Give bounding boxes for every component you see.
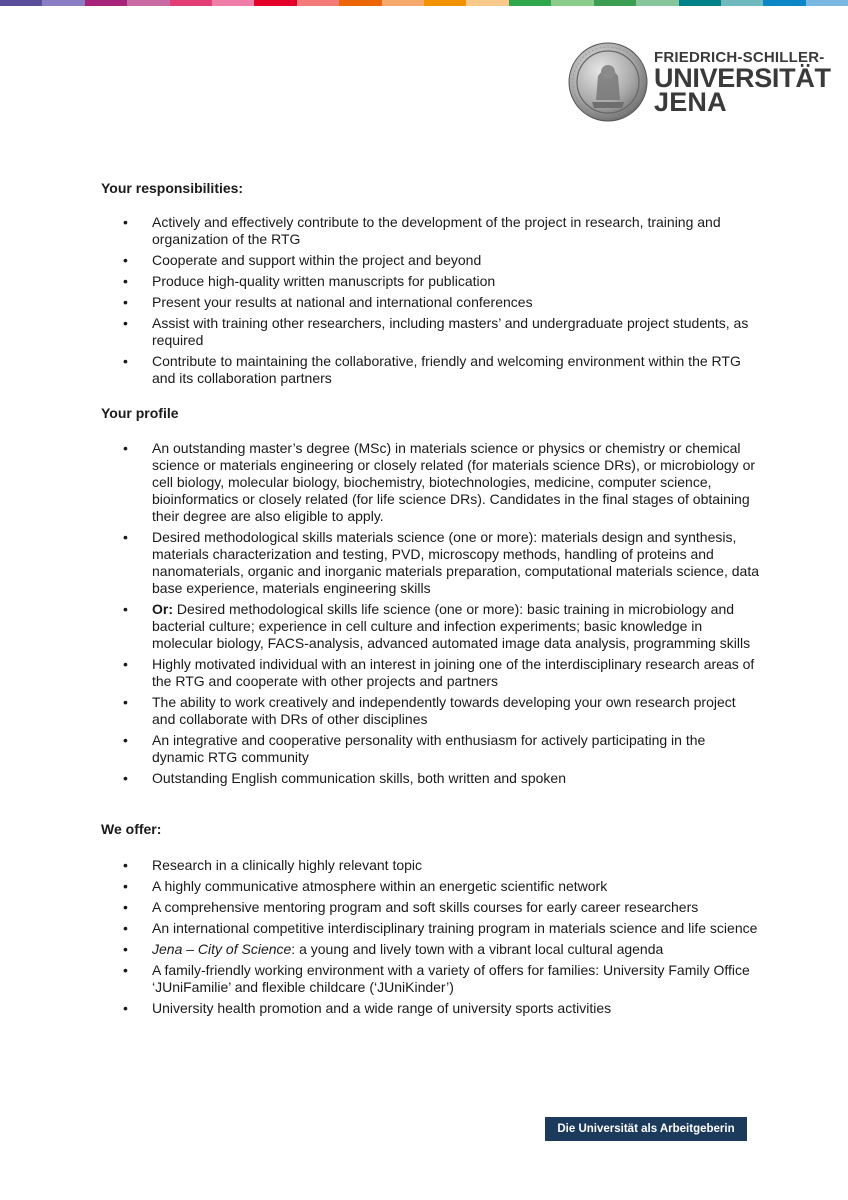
offer-heading: We offer: — [101, 821, 162, 837]
list-item — [101, 214, 761, 248]
bullet-icon: • — [123, 656, 128, 672]
wordmark-line-2: UNIVERSITÄT — [654, 63, 831, 93]
list-item — [101, 770, 761, 787]
color-stripe — [0, 0, 42, 6]
list-item-text: Highly motivated individual with an interest in joining one of the interdisciplinary research areas of the RTG and cooperate with other projects and partners — [152, 656, 755, 689]
list-item-text: Assist with training other researchers, including masters’ and undergraduate project students, as required — [152, 315, 749, 348]
list-item — [101, 294, 761, 311]
color-stripe — [42, 0, 84, 6]
list-item-text: A highly communicative atmosphere within an energetic scientific network — [152, 878, 608, 894]
list-item — [101, 440, 761, 525]
list-item — [101, 694, 761, 728]
bullet-icon: • — [123, 694, 128, 710]
color-stripe — [424, 0, 466, 6]
list-item — [101, 920, 761, 937]
profile-section — [101, 405, 761, 787]
color-stripe — [170, 0, 212, 6]
list-item-text: Outstanding English communication skills, both written and spoken — [152, 770, 566, 786]
list-item-text: The ability to work creatively and independently towards developing your own research project and collaborate with DRs of other disciplines — [152, 694, 736, 727]
university-seal-icon — [568, 42, 648, 122]
bullet-icon: • — [123, 273, 128, 289]
bullet-icon: • — [123, 770, 128, 786]
bullet-icon: • — [123, 857, 128, 873]
list-item-text: Produce high-quality written manuscripts for publication — [152, 273, 496, 289]
offer-section — [101, 821, 761, 1017]
color-stripe — [297, 0, 339, 6]
bullet-icon: • — [123, 315, 128, 331]
bullet-icon: • — [123, 440, 128, 456]
list-item — [101, 315, 761, 349]
list-item — [101, 732, 761, 766]
list-item-text: University health promotion and a wide range of university sports activities — [152, 1000, 612, 1016]
profile-list — [101, 440, 761, 787]
list-item — [101, 941, 761, 958]
list-item-text: An international competitive interdisciplinary training program in materials science and life science — [152, 920, 758, 936]
list-item — [101, 878, 761, 895]
color-stripe — [212, 0, 254, 6]
list-item-text: Present your results at national and international conferences — [152, 294, 533, 310]
bullet-icon: • — [123, 920, 128, 936]
top-color-bar — [0, 0, 848, 6]
responsibilities-list — [101, 214, 761, 387]
list-item — [101, 273, 761, 290]
list-item — [101, 857, 761, 874]
list-item-text: An integrative and cooperative personality with enthusiasm for actively participating in the dynamic RTG community — [152, 732, 706, 765]
or-prefix: Or: — [152, 601, 173, 617]
color-stripe — [509, 0, 551, 6]
wordmark-line-3: JENA — [654, 87, 727, 117]
bullet-icon: • — [123, 1000, 128, 1016]
bullet-icon: • — [123, 899, 128, 915]
list-item-text: Contribute to maintaining the collaborative, friendly and welcoming environment within the RTG and its collaboration partners — [152, 353, 741, 386]
list-item-text: A family-friendly working environment with a variety of offers for families: University Family Office ‘JUniFamilie’ and flexible childcare (‘JUniKinder’) — [152, 962, 750, 995]
bullet-icon: • — [123, 962, 128, 978]
color-stripe — [679, 0, 721, 6]
profile-heading: Your profile — [101, 405, 179, 421]
color-stripe — [721, 0, 763, 6]
list-item — [101, 899, 761, 916]
color-stripe — [466, 0, 508, 6]
list-item — [101, 252, 761, 269]
color-stripe — [594, 0, 636, 6]
bullet-icon: • — [123, 294, 128, 310]
color-stripe — [763, 0, 805, 6]
bullet-icon: • — [123, 941, 128, 957]
employer-badge[interactable]: Die Universität als Arbeitgeberin — [545, 1117, 747, 1141]
wordmark-line-1: FRIEDRICH-SCHILLER- — [654, 49, 825, 66]
responsibilities-heading: Your responsibilities: — [101, 180, 244, 196]
list-item-text: A comprehensive mentoring program and soft skills courses for early career researchers — [152, 899, 699, 915]
list-item-text: Research in a clinically highly relevant topic — [152, 857, 423, 873]
color-stripe — [806, 0, 848, 6]
bullet-icon: • — [123, 529, 128, 545]
color-stripe — [85, 0, 127, 6]
list-item — [101, 529, 761, 597]
color-stripe — [127, 0, 169, 6]
list-item-text: Actively and effectively contribute to the development of the project in research, training and organization of the RTG — [152, 214, 721, 247]
bullet-icon: • — [123, 252, 128, 268]
jena-emphasis: Jena – City of Science — [152, 941, 292, 957]
responsibilities-section — [101, 180, 761, 387]
color-stripe — [636, 0, 678, 6]
offer-list — [101, 857, 761, 1017]
bullet-icon: • — [123, 214, 128, 230]
list-item-text: : a young and lively town with a vibrant local cultural agenda — [291, 941, 664, 957]
list-item-text: Cooperate and support within the project and beyond — [152, 252, 482, 268]
list-item-text: An outstanding master’s degree (MSc) in materials science or physics or chemistry or chemical science or materials engineering or closely related (for materials science DRs), or microbiology or cell biology, molecular biology, biochemistry, biotechnologies, medicine, computer science, bioinformatics or closely related (for life science DRs). Candidates in the final stages of obtaining their degree are also eligible to apply. — [152, 440, 756, 524]
color-stripe — [551, 0, 593, 6]
color-stripe — [339, 0, 381, 6]
bullet-icon: • — [123, 353, 128, 369]
university-logo[interactable] — [568, 40, 831, 122]
bullet-icon: • — [123, 878, 128, 894]
color-stripe — [254, 0, 296, 6]
bullet-icon: • — [123, 601, 128, 617]
bullet-icon: • — [123, 732, 128, 748]
list-item-text: Desired methodological skills materials science (one or more): materials design and synthesis, materials characterization and testing, PVD, microscopy methods, handling of proteins and nanomaterials, organic and inorganic materials preparation, computational materials science, data base experience, materials engineering skills — [152, 529, 759, 596]
job-description — [101, 180, 761, 1021]
list-item — [101, 962, 761, 996]
list-item-text: Desired methodological skills life science (one or more): basic training in microbiology and bacterial culture; experience in cell culture and infection experiments; basic knowledge in molecular biology, FACS-analysis, advanced automated image data analysis, programming skills — [152, 601, 751, 651]
color-stripe — [382, 0, 424, 6]
list-item — [101, 656, 761, 690]
list-item — [101, 353, 761, 387]
list-item — [101, 601, 761, 652]
list-item — [101, 1000, 761, 1017]
university-wordmark — [654, 49, 831, 117]
